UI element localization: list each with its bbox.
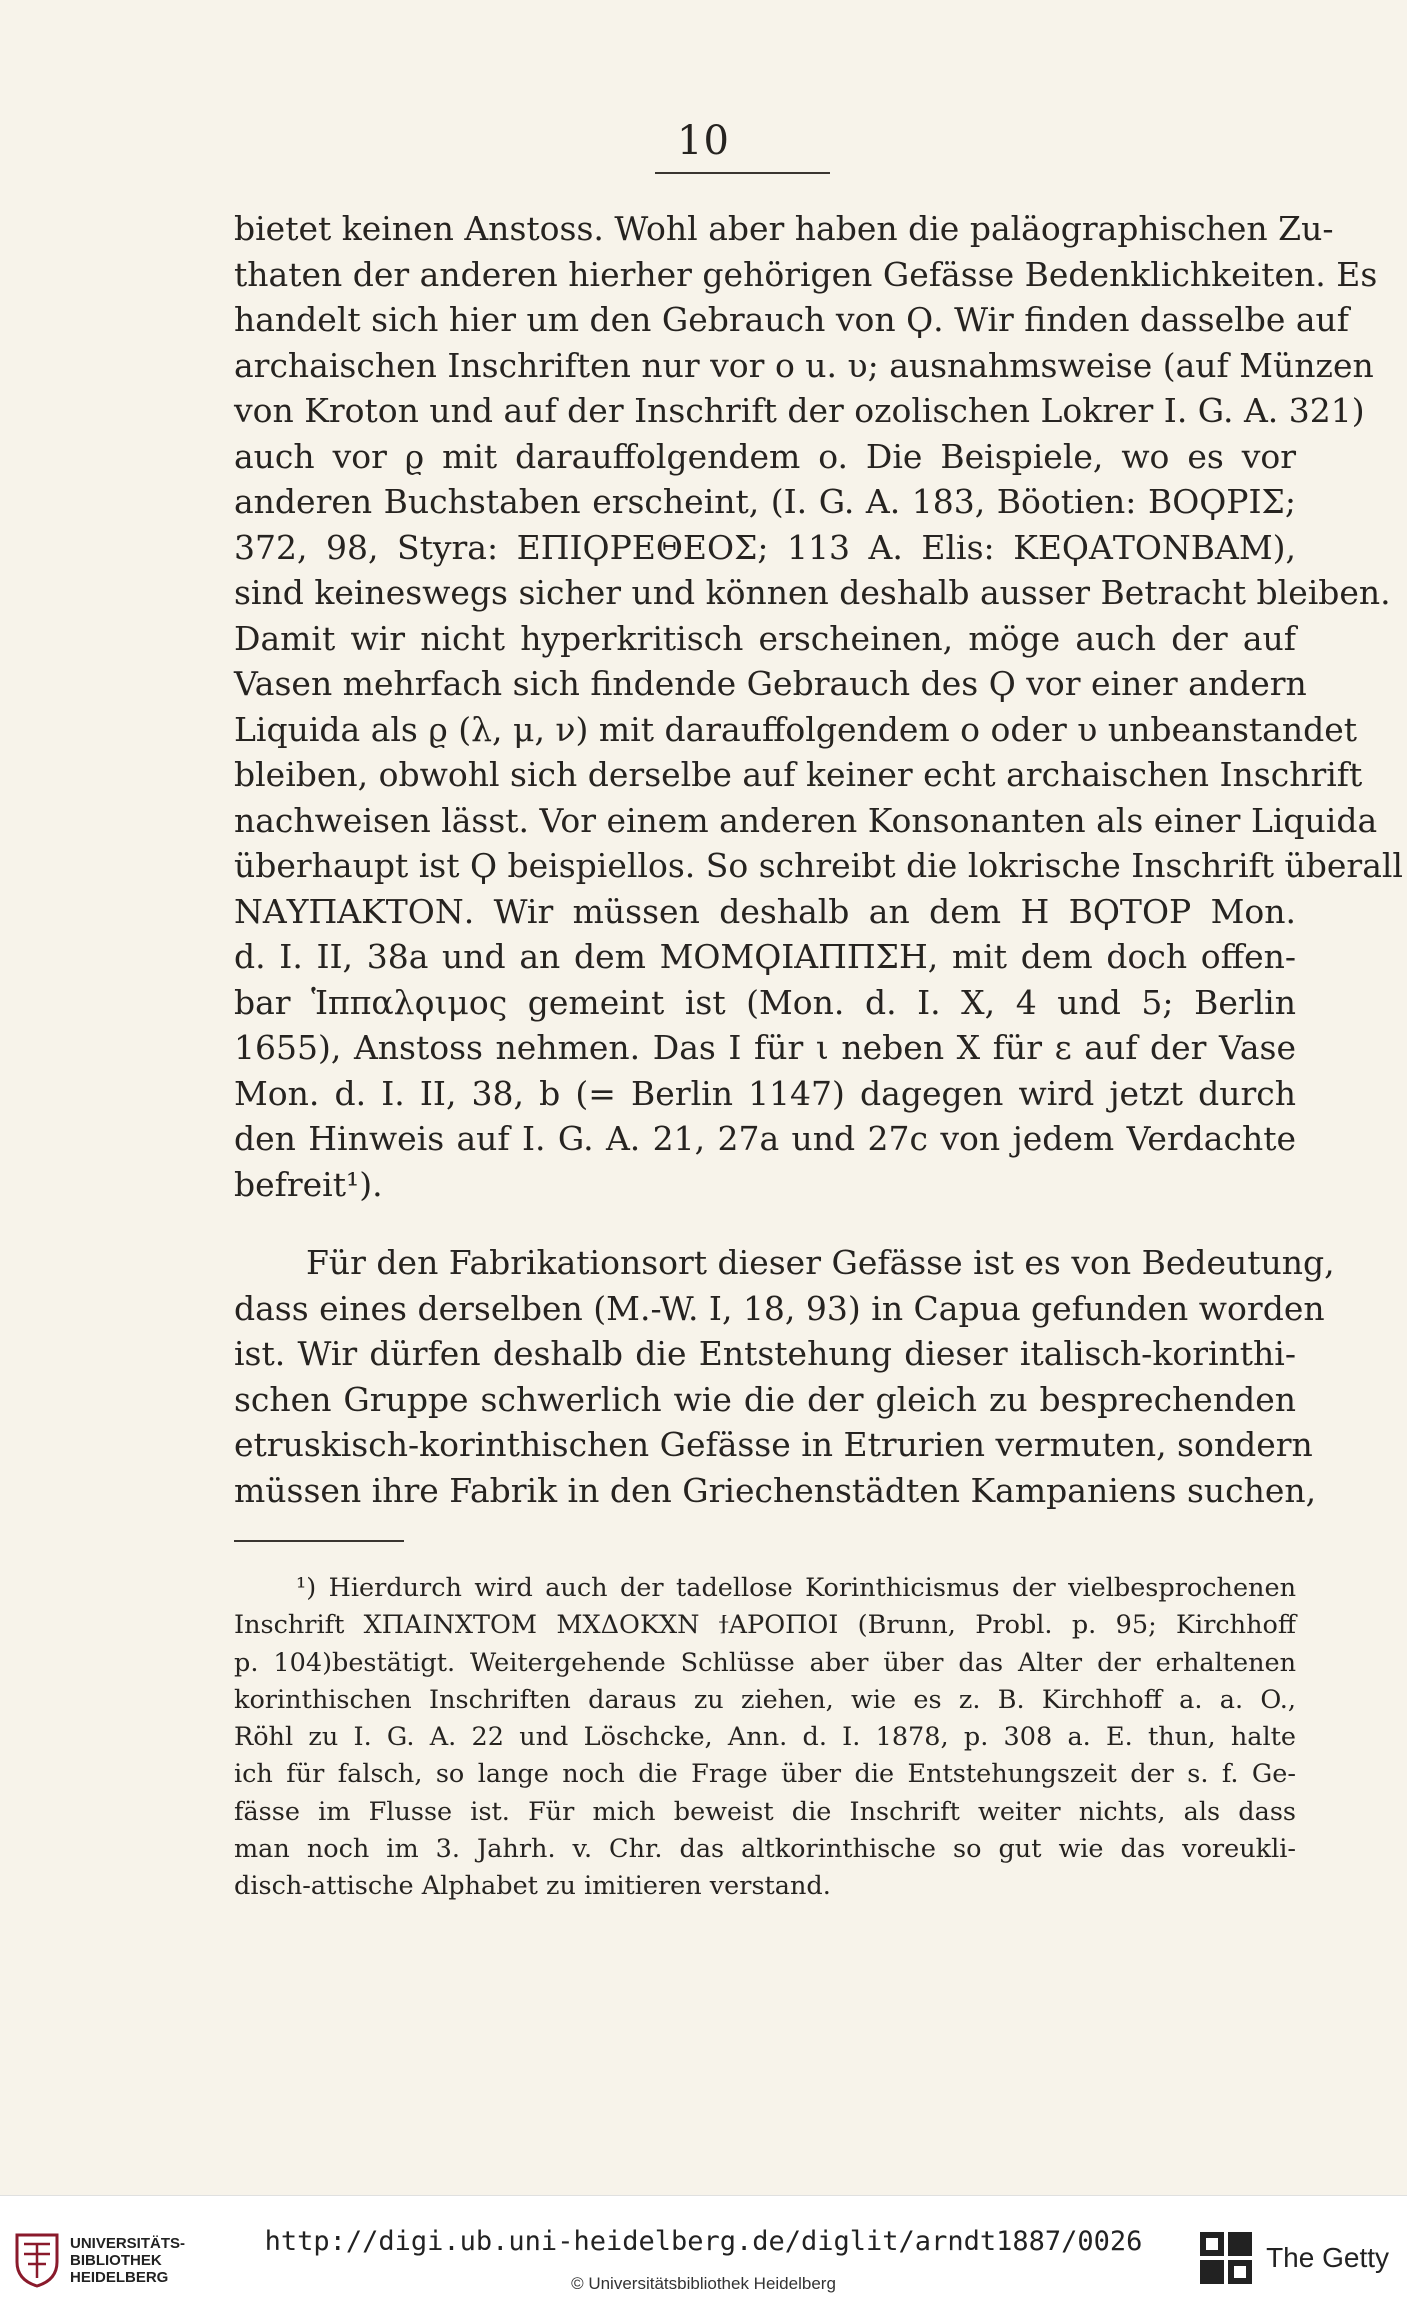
footnote-line: ich für falsch, so lange noch die Frage über die Entstehungszeit der s. f. Ge- bbox=[234, 1759, 1296, 1790]
getty-label: The Getty bbox=[1266, 2242, 1389, 2273]
page-number-rule bbox=[655, 172, 830, 174]
page-number: 10 bbox=[677, 118, 730, 164]
footnote-line: man noch im 3. Jahrh. v. Chr. das altkorinthische so gut wie das voreukli- bbox=[234, 1834, 1296, 1865]
body-text bbox=[234, 206, 1403, 1513]
text-line: handelt sich hier um den Gebrauch von Ϙ. Wir finden dasselbe auf bbox=[234, 300, 1349, 339]
text-line: bietet keinen Anstoss. Wohl aber haben die paläographischen Zu- bbox=[234, 209, 1334, 248]
text-line: d. I. II, 38a und an dem ΜΟΜϘΙΑΠΠΣΗ, mit dem doch offen- bbox=[234, 937, 1296, 976]
text-line: Vasen mehrfach sich findende Gebrauch des Ϙ vor einer andern bbox=[234, 664, 1307, 703]
text-line: bleiben, obwohl sich derselbe auf keiner echt archaischen Inschrift bbox=[234, 755, 1363, 794]
paragraph-1 bbox=[234, 206, 1403, 1207]
library-name-line: BIBLIOTHEK bbox=[70, 2251, 162, 2269]
text-line: nachweisen lässt. Vor einem anderen Konsonanten als einer Liquida bbox=[234, 800, 1378, 840]
getty-logo[interactable] bbox=[1198, 2230, 1389, 2286]
footer-bar bbox=[0, 2195, 1407, 2310]
text-line: Damit wir nicht hyperkritisch erscheinen, möge auch der auf bbox=[234, 618, 1296, 658]
text-line: ist. Wir dürfen deshalb die Entstehung dieser italisch-korinthi- bbox=[234, 1334, 1296, 1373]
source-url[interactable]: http://digi.ub.uni-heidelberg.de/diglit/arndt1887/0026 bbox=[264, 2226, 1143, 2257]
footnote-line: Röhl zu I. G. A. 22 und Löschcke, Ann. d. I. 1878, p. 308 a. E. thun, halte bbox=[234, 1722, 1296, 1753]
text-line: auch vor ϱ mit darauffolgendem o. Die Beispiele, wo es vor bbox=[234, 436, 1296, 476]
text-line: ΝΑΥΠΑΚΤΟΝ. Wir müssen deshalb an dem Η ΒϘΤΟΡ Mon. bbox=[234, 891, 1296, 931]
footnotes bbox=[234, 1570, 1296, 1906]
text-line: bar Ἱππαλϙιμος gemeint ist (Mon. d. I. X, 4 und 5; Berlin bbox=[234, 982, 1296, 1022]
footnote-line: p. 104)bestätigt. Weitergehende Schlüsse aber über das Alter der erhaltenen bbox=[234, 1647, 1296, 1678]
text-line: Liquida als ϱ (λ, μ, ν) mit darauffolgendem o oder υ unbeanstandet bbox=[234, 709, 1357, 749]
text-line: dass eines derselben (M.-W. I, 18, 93) in Capua gefunden worden bbox=[234, 1288, 1325, 1328]
text-line: von Kroton und auf der Inschrift der ozolischen Lokrer I. G. A. 321) bbox=[234, 391, 1365, 430]
text-line: Für den Fabrikationsort dieser Gefässe ist es von Bedeutung, bbox=[306, 1243, 1335, 1282]
footnote-line: ¹) Hierdurch wird auch der tadellose Korinthicismus der vielbesprochenen bbox=[296, 1573, 1296, 1603]
text-line: den Hinweis auf I. G. A. 21, 27a und 27c von jedem Verdachte bbox=[234, 1119, 1296, 1158]
library-name-line: UNIVERSITÄTS- bbox=[70, 2234, 186, 2252]
footnote-line: korinthischen Inschriften daraus zu ziehen, wie es z. B. Kirchhoff a. a. O., bbox=[234, 1684, 1296, 1715]
text-line: 372, 98, Styra: ΕΠΙϘΡΕΘΕΟΣ; 113 A. Elis: ΚΕϘΑΤΟΝΒΑΜ), bbox=[234, 527, 1296, 567]
footnote-line: fässe im Flusse ist. Für mich beweist die Inschrift weiter nichts, als dass bbox=[234, 1796, 1296, 1827]
text-line: etruskisch-korinthischen Gefässe in Etrurien vermuten, sondern bbox=[234, 1425, 1313, 1464]
text-line: 1655), Anstoss nehmen. Das I für ι neben Χ für ε auf der Vase bbox=[234, 1028, 1296, 1067]
text-line: anderen Buchstaben erscheint, (I. G. A. 183, Böotien: ΒΟϘΡΙΣ; bbox=[234, 482, 1296, 521]
getty-icon bbox=[1198, 2230, 1254, 2286]
text-line: Mon. d. I. II, 38, b (= Berlin 1147) dagegen wird jetzt durch bbox=[234, 1073, 1296, 1113]
text-line: befreit¹). bbox=[234, 1164, 383, 1204]
text-line: müssen ihre Fabrik in den Griechenstädten Kampaniens suchen, bbox=[234, 1470, 1317, 1510]
text-line: archaischen Inschriften nur vor o u. υ; ausnahmsweise (auf Münzen bbox=[234, 345, 1374, 385]
library-name-line: HEIDELBERG bbox=[70, 2268, 169, 2286]
text-line: schen Gruppe schwerlich wie die der gleich zu besprechenden bbox=[234, 1379, 1296, 1419]
paragraph-2 bbox=[234, 1240, 1335, 1513]
paragraph-gap bbox=[234, 1207, 1296, 1240]
copyright-notice: © Universitätsbibliothek Heidelberg bbox=[571, 2274, 836, 2293]
text-line: thaten der anderen hierher gehörigen Gefässe Bedenklichkeiten. Es bbox=[234, 254, 1378, 294]
text-line: überhaupt ist Ϙ beispiellos. So schreibt die lokrische Inschrift überall bbox=[234, 846, 1403, 885]
footnote-line: Inschrift ΧΠΑΙΝΧΤΟΜ ΜΧΔΟΚΧΝ ϯΑΡΟΠΟΙ (Brunn, Probl. p. 95; Kirchhoff bbox=[234, 1610, 1296, 1641]
footnote-rule bbox=[234, 1540, 404, 1542]
text-line: sind keineswegs sicher und können deshalb ausser Betracht bleiben. bbox=[234, 573, 1391, 612]
footnote-line: disch-attische Alphabet zu imitieren verstand. bbox=[234, 1871, 831, 1902]
